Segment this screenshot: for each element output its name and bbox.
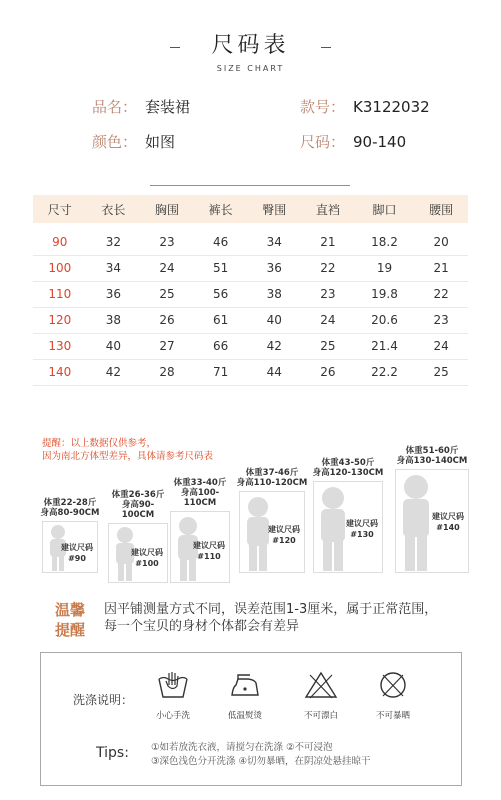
table-cell: 36: [87, 281, 141, 307]
wash-item-no-bleach: [289, 671, 353, 721]
table-cell: 25: [414, 359, 468, 385]
figure-height: 身高100-110CM: [180, 488, 220, 508]
table-row: [33, 281, 468, 307]
wash-label: 洗涤说明：: [73, 693, 134, 707]
table-cell: 23: [414, 307, 468, 333]
wash-caption: 不可漂白: [303, 711, 338, 721]
figure-height: 身高110-120CM: [236, 478, 308, 488]
note-line: 因为南北方体型差异，具体请参考尺码表: [42, 451, 214, 462]
figure-suggest: 建议尺码 #120: [268, 525, 300, 545]
size-cell: 110: [33, 281, 87, 307]
header-cell: 尺寸: [33, 195, 87, 223]
table-row: [33, 359, 468, 385]
reminder-title-line: 温馨: [54, 601, 85, 619]
no-bleach-icon: [304, 671, 338, 699]
sku-value: K3122032: [353, 98, 430, 116]
size-cell: 120: [33, 307, 87, 333]
name-value: 套装裙: [145, 98, 191, 116]
figure-weight: 体重22-28斤: [43, 498, 97, 508]
header-cell: 腰围: [414, 195, 468, 223]
reminder-line: 每一个宝贝的身材个体都会有差异: [104, 619, 300, 634]
sku-label: 款号：: [300, 98, 346, 116]
table-cell: 21.4: [355, 333, 415, 359]
table-cell: 20: [414, 229, 468, 255]
table-cell: 21: [301, 229, 355, 255]
size-figure-110: [166, 478, 234, 583]
reminder-line: 因平铺测量方式不同，误差范围1-3厘米，属于正常范围，: [104, 602, 438, 617]
size-figure-90: [40, 498, 100, 573]
figure-height: 身高80-90CM: [40, 508, 100, 518]
separator-line: [150, 185, 350, 186]
size-label: 尺码：: [300, 133, 346, 151]
figure-height: 身高120-130CM: [312, 468, 384, 478]
table-cell: 23: [301, 281, 355, 307]
size-cell: 100: [33, 255, 87, 281]
figure-weight: 体重37-46斤: [245, 468, 299, 478]
table-cell: 40: [247, 307, 301, 333]
table-row: [33, 333, 468, 359]
table-cell: 25: [140, 281, 194, 307]
size-figure-140: [392, 446, 472, 573]
table-cell: 25: [301, 333, 355, 359]
wash-caption: 低温熨烫: [227, 711, 262, 721]
header-cell: 胸围: [140, 195, 194, 223]
figure-suggest: 建议尺码 #140: [432, 511, 464, 532]
table-cell: 36: [247, 255, 301, 281]
figure-suggest: 建议尺码 #130: [346, 519, 378, 539]
size-figure-100: [106, 490, 170, 583]
figure-suggest: 建议尺码 #90: [61, 543, 93, 563]
color-label: 颜色：: [92, 133, 138, 151]
table-cell: 66: [194, 333, 248, 359]
size-figure-120: [236, 468, 308, 573]
table-cell: 44: [247, 359, 301, 385]
figure-height: 身高130-140CM: [396, 456, 468, 466]
table-row: [33, 229, 468, 255]
info-sku: [300, 96, 430, 117]
size-cell: 90: [33, 229, 87, 255]
low-iron-icon: [228, 671, 262, 699]
table-row: [33, 255, 468, 281]
tips-label: Tips:: [96, 745, 129, 761]
table-header-row: [33, 195, 468, 223]
child-silhouette-icon: [400, 474, 432, 572]
page-title: 尺码表: [211, 33, 290, 58]
table-cell: 26: [301, 359, 355, 385]
table-cell: 19: [355, 255, 415, 281]
size-table: [33, 195, 468, 386]
figure-weight: 体重51-60斤: [405, 446, 459, 456]
no-tumble-dry-icon: [376, 671, 410, 699]
table-cell: 19.8: [355, 281, 415, 307]
table-cell: 27: [140, 333, 194, 359]
table-cell: 22.2: [355, 359, 415, 385]
tips-line: ①如若放洗衣液，请搅匀在洗涤 ②不可浸泡: [151, 742, 333, 753]
table-cell: 71: [194, 359, 248, 385]
name-label: 品名：: [92, 98, 138, 116]
title-dash-right: [321, 47, 331, 48]
table-cell: 40: [87, 333, 141, 359]
figure-weight: 体重43-50斤: [321, 458, 375, 468]
figure-suggest: 建议尺码 #110: [193, 541, 225, 561]
wash-item-hand-wash: [141, 671, 205, 721]
table-cell: 34: [247, 229, 301, 255]
figure-card: [395, 469, 469, 573]
tips-line: ③深色浅色分开洗涤 ④切勿暴晒，在阴凉处悬挂晾干: [151, 756, 371, 767]
figure-weight: 体重33-40斤: [173, 478, 227, 488]
table-cell: 38: [247, 281, 301, 307]
reminder-title: [50, 600, 90, 640]
child-silhouette-icon: [318, 486, 348, 572]
figure-card: [108, 523, 168, 583]
wash-item-no-tumble-dry: [361, 671, 425, 721]
reminder-title-line: 提醒: [54, 621, 85, 639]
tips-text: [151, 741, 371, 769]
note-line: 提醒：以上数据仅供参考，: [42, 438, 157, 449]
table-cell: 24: [414, 333, 468, 359]
wash-caption: 小心手洗: [155, 711, 190, 721]
table-cell: 24: [140, 255, 194, 281]
size-cell: 130: [33, 333, 87, 359]
figure-card: [313, 481, 383, 573]
table-cell: 23: [140, 229, 194, 255]
size-cell: 140: [33, 359, 87, 385]
figure-card: [239, 491, 305, 573]
table-cell: 42: [87, 359, 141, 385]
figure-weight: 体重26-36斤: [111, 490, 165, 500]
color-value: 如图: [145, 133, 176, 151]
table-cell: 46: [194, 229, 248, 255]
table-cell: 26: [140, 307, 194, 333]
header-cell: 直裆: [301, 195, 355, 223]
table-cell: 20.6: [355, 307, 415, 333]
table-cell: 34: [87, 255, 141, 281]
table-cell: 18.2: [355, 229, 415, 255]
wash-instructions-box: [40, 652, 462, 786]
header-cell: 脚口: [355, 195, 415, 223]
table-cell: 21: [414, 255, 468, 281]
hand-wash-icon: [156, 671, 190, 699]
table-cell: 32: [87, 229, 141, 255]
info-name: [92, 96, 190, 117]
figure-suggest: 建议尺码 #100: [131, 548, 163, 569]
table-cell: 38: [87, 307, 141, 333]
title-wrap: [0, 28, 501, 59]
table-cell: 61: [194, 307, 248, 333]
size-value: 90-140: [353, 133, 407, 151]
page-subtitle: SIZE CHART: [216, 64, 285, 73]
size-figure-130: [310, 458, 386, 573]
size-notes: [42, 437, 213, 463]
table-cell: 22: [414, 281, 468, 307]
table-cell: 24: [301, 307, 355, 333]
table-cell: 22: [301, 255, 355, 281]
table-cell: 51: [194, 255, 248, 281]
header-cell: 衣长: [87, 195, 141, 223]
figure-card: [170, 511, 230, 583]
figure-card: [42, 521, 98, 573]
header-cell: 臀围: [247, 195, 301, 223]
figure-height: 身高90-100CM: [121, 500, 155, 520]
table-row: [33, 307, 468, 333]
reminder-text: [104, 601, 464, 635]
title-dash-left: [170, 47, 180, 48]
wash-caption: 不可暴晒: [375, 711, 410, 721]
info-size: [300, 131, 406, 152]
wash-item-low-iron: [213, 671, 277, 721]
header-cell: 裤长: [194, 195, 248, 223]
table-cell: 42: [247, 333, 301, 359]
table-cell: 56: [194, 281, 248, 307]
table-cell: 28: [140, 359, 194, 385]
info-color: [92, 131, 175, 152]
